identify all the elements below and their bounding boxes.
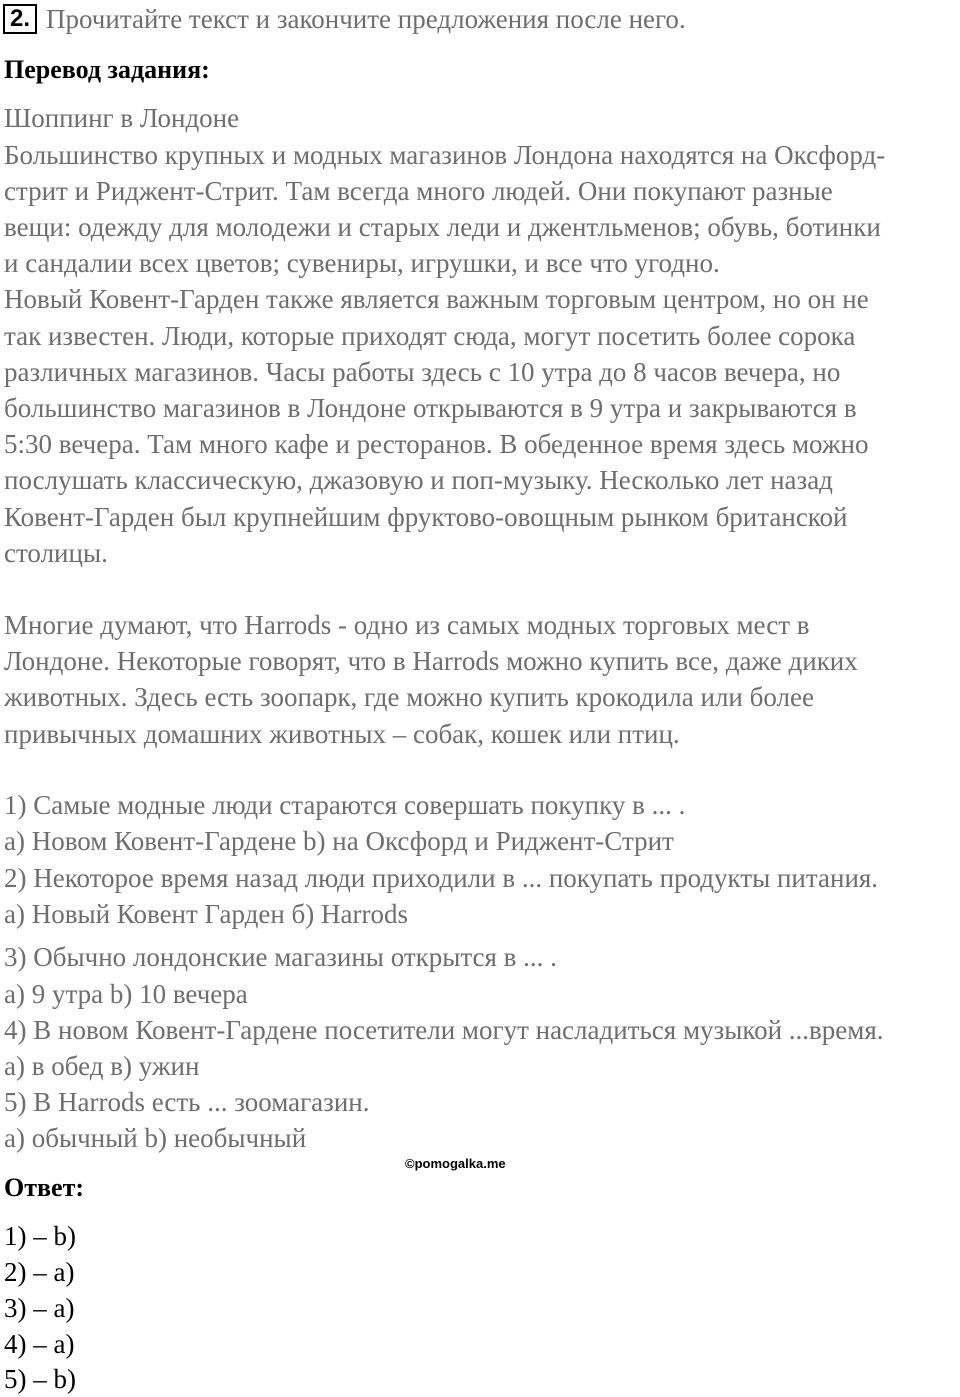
task-instruction: Прочитайте текст и закончите предложения после него. bbox=[46, 4, 686, 34]
paragraph-line: различных магазинов. Часы работы здесь с 10 утра до 8 часов вечера, но bbox=[4, 357, 841, 387]
question-line: 3) Обычно лондонские магазины открытся в ... . bbox=[4, 942, 557, 972]
article-title: Шоппинг в Лондоне bbox=[4, 103, 240, 133]
paragraph-line: стрит и Риджент-Стрит. Там всегда много людей. Они покупают разные bbox=[4, 176, 833, 206]
paragraph-line: послушать классическую, джазовую и поп-музыку. Несколько лет назад bbox=[4, 465, 833, 495]
paragraph-line: 5:30 вечера. Там много кафе и ресторанов. В обеденное время здесь можно bbox=[4, 429, 869, 459]
paragraph-line: большинство магазинов в Лондоне открываются в 9 утра и закрываются в bbox=[4, 393, 857, 423]
paragraph-line: и сандалии всех цветов; сувениры, игрушки, и все что угодно. bbox=[4, 248, 720, 278]
answer-line: 3) – a) bbox=[4, 1293, 75, 1323]
question-line: a) Новый Ковент Гарден б) Harrods bbox=[4, 899, 408, 929]
answer-line: 5) – b) bbox=[4, 1364, 76, 1394]
paragraph-line: Новый Ковент-Гарден также является важным торговым центром, но он не bbox=[4, 284, 869, 314]
question-line: a) 9 утра b) 10 вечера bbox=[4, 979, 248, 1009]
question-line: a) в обед в) ужин bbox=[4, 1051, 200, 1081]
question-line: 1) Самые модные люди стараются совершать покупку в ... . bbox=[4, 790, 686, 820]
paragraph-line: привычных домашних животных – собак, кошек или птиц. bbox=[4, 719, 680, 749]
answer-heading: Ответ: bbox=[4, 1173, 85, 1202]
paragraph-line: Лондоне. Некоторые говорят, что в Harrods можно купить все, даже диких bbox=[4, 646, 858, 676]
paragraph-line: вещи: одежду для молодежи и старых леди и джентльменов; обувь, ботинки bbox=[4, 212, 881, 242]
question-line: 2) Некоторое время назад люди приходили в ... покупать продукты питания. bbox=[4, 863, 879, 893]
paragraph-line: Большинство крупных и модных магазинов Лондона находятся на Оксфорд- bbox=[4, 140, 886, 170]
answer-line: 4) – a) bbox=[4, 1329, 75, 1359]
paragraph-line: Ковент-Гарден был крупнейшим фруктово-овощным рынком британской bbox=[4, 502, 848, 532]
paragraph-line: столицы. bbox=[4, 538, 108, 568]
paragraph-line: животных. Здесь есть зоопарк, где можно купить крокодила или более bbox=[4, 682, 814, 712]
paragraph-line: так известен. Люди, которые приходят сюда, могут посетить более сорока bbox=[4, 321, 856, 351]
answer-line: 1) – b) bbox=[4, 1221, 76, 1251]
translation-heading: Перевод задания: bbox=[4, 55, 210, 84]
task-number-box: 2. bbox=[3, 4, 37, 34]
question-line: a) обычный b) необычный bbox=[4, 1123, 307, 1153]
question-line: 5) В Harrods есть ... зоомагазин. bbox=[4, 1087, 370, 1117]
answer-line: 2) – a) bbox=[4, 1257, 75, 1287]
question-line: 4) В новом Ковент-Гардене посетители могут насладиться музыкой ...время. bbox=[4, 1015, 884, 1045]
paragraph-line: Многие думают, что Harrods - одно из самых модных торговых мест в bbox=[4, 610, 810, 640]
watermark: ©pomogalka.me bbox=[405, 1156, 506, 1171]
question-line: a) Новом Ковент-Гардене b) на Оксфорд и Риджент-Стрит bbox=[4, 826, 674, 856]
